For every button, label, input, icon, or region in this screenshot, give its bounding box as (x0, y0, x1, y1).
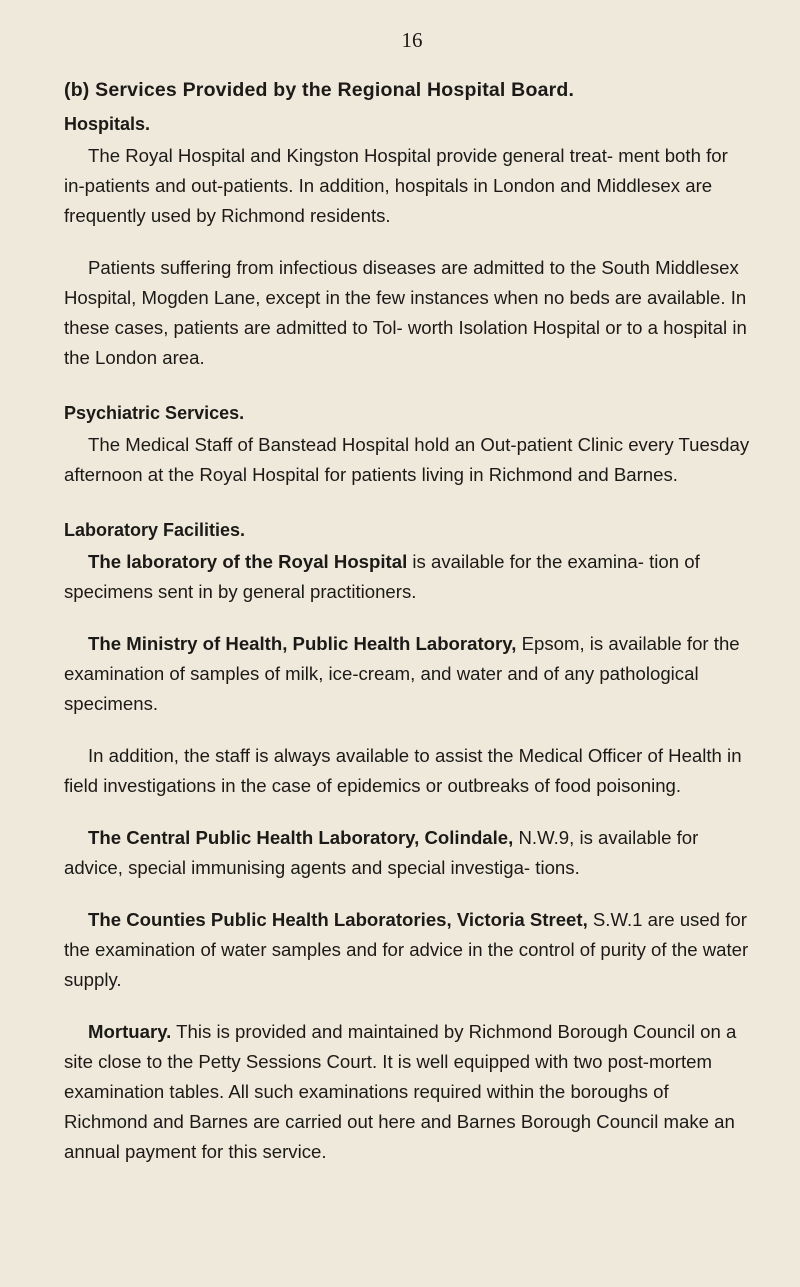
hospitals-paragraph-1: The Royal Hospital and Kingston Hospital provide general treat- ment both for in-patients and out-patients. In addition, hospitals in London and Middlesex are frequently used by Richmond residents. (64, 145, 728, 226)
section-title: (b) Services Provided by the Regional Hospital Board. (64, 79, 575, 101)
laboratory-paragraph-5-lead: The Counties Public Health Laboratories, Victoria Street, (88, 909, 588, 930)
laboratory-paragraph-4-lead: The Central Public Health Laboratory, Colindale, (88, 827, 514, 848)
hospitals-heading: Hospitals. (64, 114, 151, 134)
laboratory-paragraph-4-text: N.W.9, is available for advice, special immunising agents and special investiga- tions. (64, 827, 699, 878)
laboratory-paragraph-1-text: is available for the examina- tion of specimens sent in by general practitioners. (64, 551, 700, 602)
laboratory-paragraph-2-lead: The Ministry of Health, Public Health Laboratory, (88, 633, 517, 654)
psychiatric-heading: Psychiatric Services. (64, 403, 245, 423)
page-number: 16 (401, 28, 423, 52)
laboratory-paragraph-1-lead: The laboratory of the Royal Hospital (88, 551, 408, 572)
laboratory-paragraph-5 (64, 905, 752, 995)
laboratory-paragraph-1 (64, 547, 752, 607)
mortuary-text: This is provided and maintained by Richmond Borough Council on a site close to the Petty Sessions Court. It is well equipped with two post-mortem examination tables. All such examinations required within the boroughs of Richmond and Barnes are carried out here and Barnes Borough Council make an annual payment for this service. (64, 1021, 737, 1162)
psychiatric-paragraph: The Medical Staff of Banstead Hospital hold an Out-patient Clinic every Tuesday afternoon at the Royal Hospital for patients living in Richmond and Barnes. (64, 434, 750, 485)
laboratory-paragraph-5-text: S.W.1 are used for the examination of water samples and for advice in the control of purity of the water supply. (64, 909, 749, 990)
laboratory-paragraph-4 (64, 823, 752, 883)
mortuary-lead: Mortuary. (88, 1021, 172, 1042)
laboratory-paragraph-2-text: Epsom, is available for the examination of samples of milk, ice-cream, and water and of any pathological specimens. (64, 633, 740, 714)
laboratory-heading: Laboratory Facilities. (64, 520, 246, 540)
laboratory-paragraph-2 (64, 629, 752, 719)
laboratory-paragraph-3: In addition, the staff is always available to assist the Medical Officer of Health in field investigations in the case of epidemics or outbreaks of food poisoning. (64, 745, 742, 796)
hospitals-paragraph-2: Patients suffering from infectious diseases are admitted to the South Middlesex Hospital, Mogden Lane, except in the few instances when no beds are available. In these cases, patients are admitted to Tol- worth Isolation Hospital or to a hospital in the London area. (64, 257, 747, 368)
mortuary-paragraph (64, 1017, 752, 1167)
